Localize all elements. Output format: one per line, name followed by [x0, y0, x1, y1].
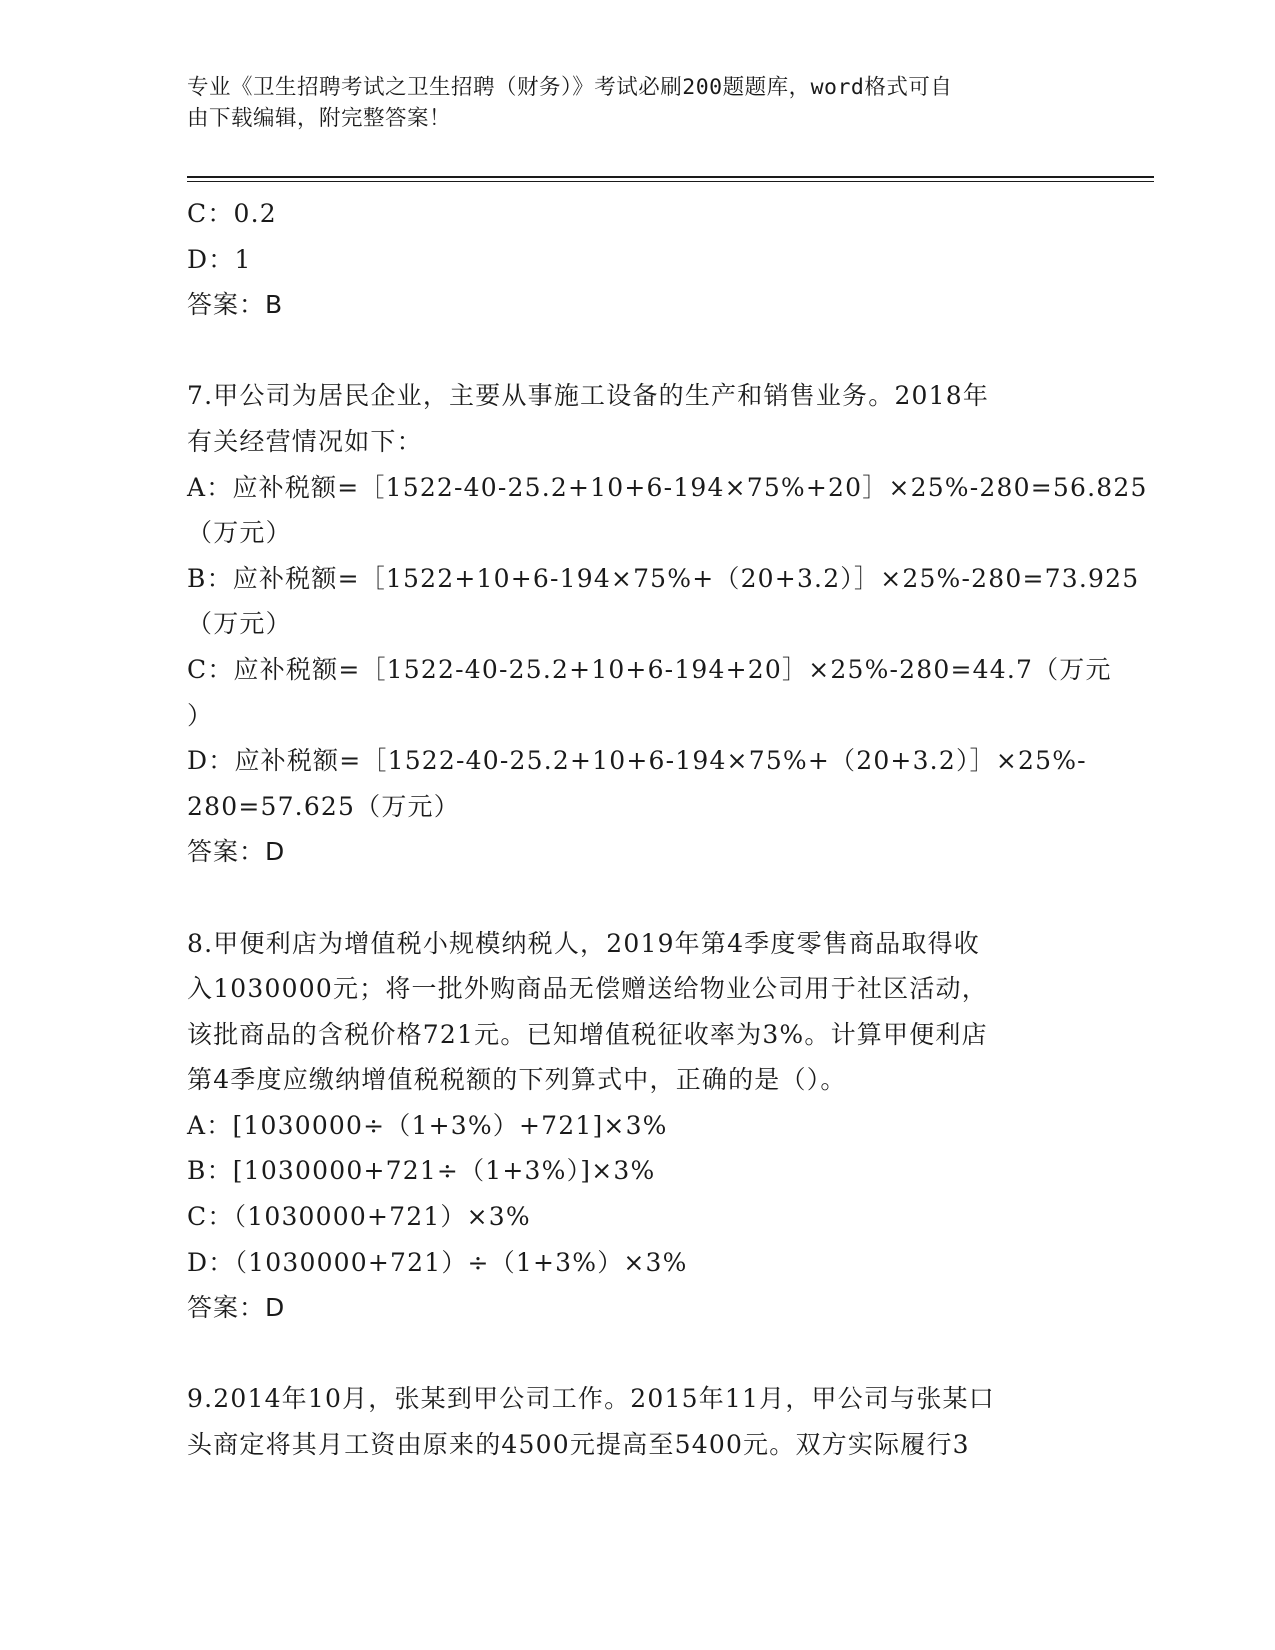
q7-stem-line-1: 7.甲公司为居民企业，主要从事施工设备的生产和销售业务。2018年 — [187, 381, 990, 411]
q6-option-c: C：0.2 — [187, 199, 277, 228]
q7-stem-line-2: 有关经营情况如下： — [187, 426, 423, 456]
q7-option-c: C：应补税额=［1522-40-25.2+10+6-194+20］×25%-280=44.7（万元 — [187, 654, 1112, 684]
q7-option-b-cont: （万元） — [187, 609, 292, 639]
spacer — [187, 328, 1087, 374]
q7-answer: 答案：D — [187, 837, 286, 867]
q8-option-b: B：[1030000+721÷（1+3%）]×3% — [187, 1156, 656, 1186]
q7-option-a: A：应补税额=［1522-40-25.2+10+6-194×75%+20］×25%-280=56.825 — [187, 472, 1148, 502]
q8-answer: 答案：D — [187, 1293, 286, 1323]
q7-option-a-cont: （万元） — [187, 518, 292, 548]
q6-answer: 答案：B — [187, 290, 284, 320]
q8-stem-line-2: 入1030000元；将一批外购商品无偿赠送给物业公司用于社区活动， — [187, 974, 988, 1004]
q8-stem-line-3: 该批商品的含税价格721元。已知增值税征收率为3%。计算甲便利店 — [187, 1019, 988, 1049]
q8-option-c: C：（1030000+721）×3% — [187, 1202, 531, 1232]
q8-option-a: A：[1030000÷（1+3%）+721]×3% — [187, 1110, 668, 1140]
q6-option-d: D：1 — [187, 244, 252, 274]
spacer — [187, 875, 1087, 921]
question-content — [187, 191, 1148, 1468]
header-line-2: 由下载编辑，附完整答案！ — [187, 106, 452, 131]
q7-option-b: B：应补税额=［1522+10+6-194×75%+（20+3.2）］×25%-280=73.925 — [187, 563, 1140, 593]
document-header — [187, 72, 1067, 134]
q7-option-d-cont: 280=57.625（万元） — [187, 791, 460, 821]
spacer — [187, 1331, 1087, 1377]
header-divider-thin — [187, 181, 1154, 182]
q8-stem-line-1: 8.甲便利店为增值税小规模纳税人，2019年第4季度零售商品取得收 — [187, 928, 980, 958]
q8-stem-line-4: 第4季度应缴纳增值税税额的下列算式中，正确的是（）。 — [187, 1065, 847, 1095]
header-line-1: 专业《卫生招聘考试之卫生招聘（财务）》考试必刷200题题库，word格式可自 — [187, 75, 953, 100]
q9-stem-line-1: 9.2014年10月，张某到甲公司工作。2015年11月，甲公司与张某口 — [187, 1384, 995, 1414]
header-divider-thick — [187, 176, 1154, 178]
q9-stem-line-2: 头商定将其月工资由原来的4500元提高至5400元。双方实际履行3 — [187, 1430, 970, 1460]
q7-option-d: D：应补税额=［1522-40-25.2+10+6-194×75%+（20+3.2）］×25%- — [187, 746, 1087, 776]
q8-option-d: D：（1030000+721）÷（1+3%）×3% — [187, 1247, 688, 1277]
q7-option-c-cont: ） — [187, 700, 214, 730]
